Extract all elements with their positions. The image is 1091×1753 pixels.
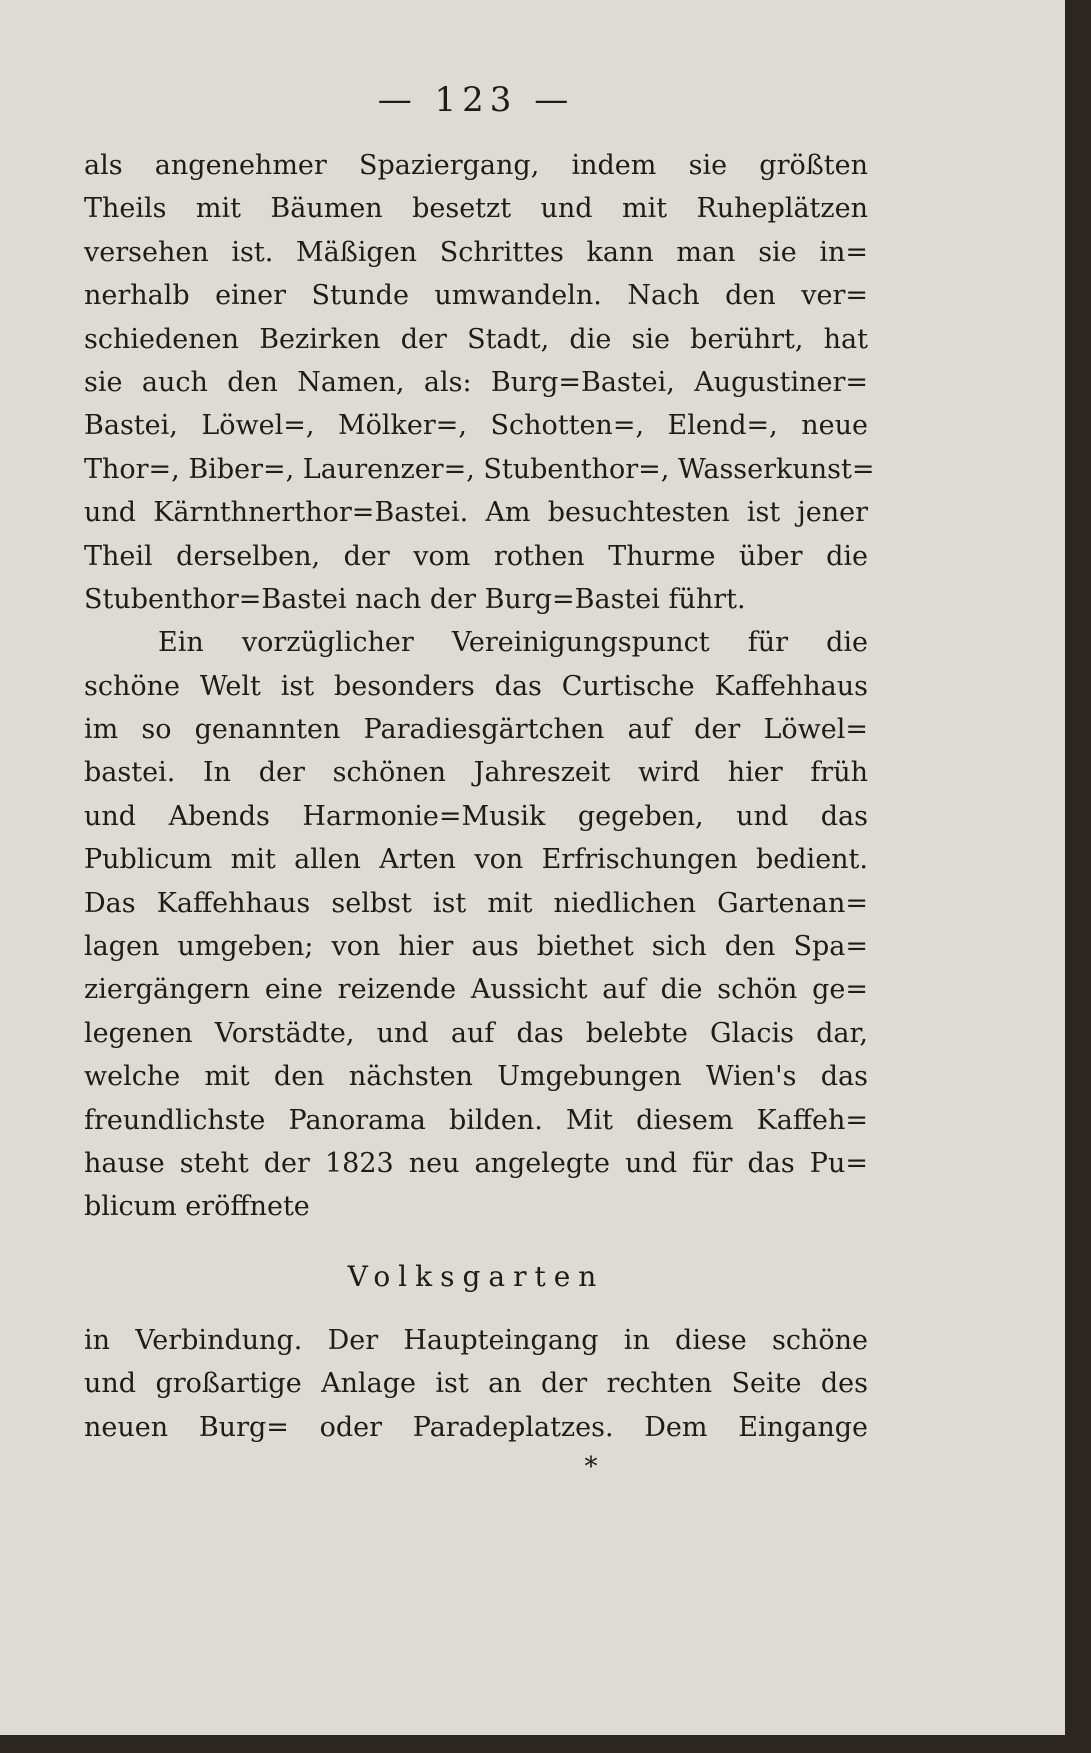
text-line: sie auch den Namen, als: Burg=Bastei, Augustiner= bbox=[84, 366, 868, 398]
text-line: schöne Welt ist besonders das Curtische Kaffehhaus bbox=[84, 670, 868, 702]
text-line: als angenehmer Spaziergang, indem sie größten bbox=[84, 150, 868, 181]
page-content bbox=[84, 76, 875, 1485]
text-line: hause steht der 1823 neu angelegte und für das Pu= bbox=[84, 1147, 868, 1179]
text-line: Theils mit Bäumen besetzt und mit Ruheplätzen bbox=[84, 193, 868, 225]
text-line: nerhalb einer Stunde umwandeln. Nach den ver= bbox=[84, 280, 868, 312]
text-line: lagen umgeben; von hier aus biethet sich den Spa= bbox=[84, 931, 868, 963]
text-line: neuen Burg= oder Paradeplatzes. Dem Eingange bbox=[84, 1411, 868, 1443]
text-line: schiedenen Bezirken der Stadt, die sie berührt, hat bbox=[84, 323, 868, 355]
text-line: und Kärnthnerthor=Bastei. Am besuchtesten ist jener bbox=[84, 497, 868, 529]
text-line: Bastei, Löwel=, Mölker=, Schotten=, Elend=, neue bbox=[84, 410, 868, 442]
paragraph-1 bbox=[84, 144, 875, 621]
signature-mark: * bbox=[584, 1451, 598, 1482]
text-line: Ein vorzüglicher Vereinigungspunct für die bbox=[158, 627, 868, 659]
section-heading: Volksgarten bbox=[347, 1259, 605, 1293]
text-line: freundlichste Panorama bilden. Mit diesem Kaffeh= bbox=[84, 1104, 868, 1136]
text-line: bastei. In der schönen Jahreszeit wird hier früh bbox=[84, 757, 868, 789]
text-line: und Abends Harmonie=Musik gegeben, und das bbox=[84, 800, 868, 832]
paragraph-2 bbox=[84, 621, 868, 1228]
text-line: Publicum mit allen Arten von Erfrischungen bedient. bbox=[84, 844, 868, 876]
text-line: Theil derselben, der vom rothen Thurme über die bbox=[84, 540, 868, 572]
page-number: — 123 — bbox=[377, 80, 575, 120]
text-line: Thor=, Biber=, Laurenzer=, Stubenthor=, Wasserkunst= bbox=[84, 453, 875, 485]
text-line: im so genannten Paradiesgärtchen auf der Löwel= bbox=[84, 714, 868, 746]
text-line: legenen Vorstädte, und auf das belebte Glacis dar, bbox=[84, 1017, 868, 1049]
text-line: Das Kaffehhaus selbst ist mit niedlichen Gartenan= bbox=[84, 887, 868, 919]
text-line: in Verbindung. Der Haupteingang in diese schöne bbox=[84, 1324, 868, 1356]
paragraph-3 bbox=[84, 1319, 868, 1449]
text-line: ziergängern eine reizende Aussicht auf die schön ge= bbox=[84, 974, 868, 1006]
text-line: und großartige Anlage ist an der rechten Seite des bbox=[84, 1368, 868, 1400]
text-line: blicum eröffnete bbox=[84, 1191, 310, 1223]
text-line: welche mit den nächsten Umgebungen Wien's das bbox=[84, 1061, 868, 1093]
text-line: versehen ist. Mäßigen Schrittes kann man sie in= bbox=[84, 236, 868, 268]
text-line: Stubenthor=Bastei nach der Burg=Bastei führt. bbox=[84, 583, 746, 615]
